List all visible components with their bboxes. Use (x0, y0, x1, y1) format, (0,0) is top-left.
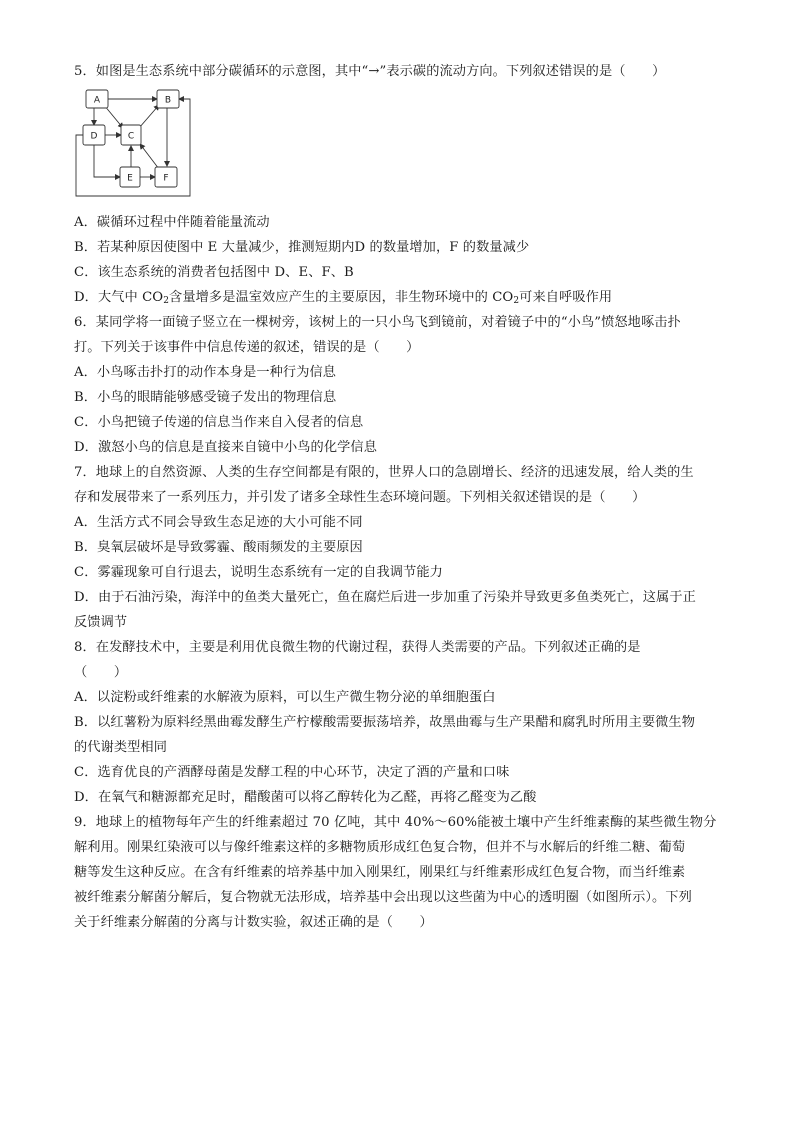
q7-stem-line1: 7．地球上的自然资源、人类的生存空间都是有限的，世界人口的急剧增长、经济的迅速发展，给人类的生 (74, 465, 694, 480)
q7-option-a: A．生活方式不同会导致生态足迹的大小可能不同 (74, 515, 363, 530)
node-b (157, 90, 179, 108)
q6-stem-line1: 6．某同学将一面镜子竖立在一棵树旁，该树上的一只小鸟飞到镜前，对着镜子中的“小鸟”愤怒地啄击扑 (74, 315, 681, 330)
q8-option-b-line1: B．以红薯粉为原料经黑曲霉发酵生产柠檬酸需要振荡培养，故黑曲霉与生产果醋和腐乳时所用主要微生物 (74, 715, 696, 730)
q7-option-d-line2: 反馈调节 (74, 615, 128, 630)
q9-stem-line4: 被纤维素分解菌分解后，复合物就无法形成，培养基中会出现以这些菌为中心的透明圈（如图所示）。下列 (74, 890, 692, 905)
q8-option-d: D．在氧气和糖源都充足时，醋酸菌可以将乙醇转化为乙醛，再将乙醛变为乙酸 (74, 790, 537, 805)
node-e (120, 167, 140, 187)
svg-text:B: B (164, 95, 172, 106)
q8-option-b-line2: 的代谢类型相同 (74, 740, 168, 755)
svg-text:E: E (127, 173, 133, 184)
q5-stem: 5．如图是生态系统中部分碳循环的示意图，其中“→”表示碳的流动方向。下列叙述错误的是（ ） (74, 64, 666, 79)
q9-stem-line3: 糖等发生这种反应。在含有纤维素的培养基中加入刚果红，刚果红与纤维素形成红色复合物，而当纤维素 (74, 865, 686, 880)
node-a (86, 90, 108, 108)
q5-option-a: A．碳循环过程中伴随着能量流动 (74, 215, 270, 230)
q8-stem-line1: 8．在发酵技术中，主要是利用优良微生物的代谢过程，获得人类需要的产品。下列叙述正确的是 (74, 640, 641, 655)
svg-text:C: C (127, 131, 135, 142)
svg-text:A: A (93, 95, 101, 106)
q8-option-c: C．选育优良的产酒酵母菌是发酵工程的中心环节，决定了酒的产量和口味 (74, 765, 510, 780)
node-c (121, 125, 141, 145)
q5-option-d: D．大气中 $CO_2$含量增多是温室效应产生的主要原因，非生物环境中的 $CO_2$可来自呼吸作用 (74, 290, 613, 306)
q6-option-d: D．激怒小鸟的信息是直接来自镜中小鸟的化学信息 (74, 440, 377, 455)
q7-option-d-line1: D．由于石油污染，海洋中的鱼类大量死亡，鱼在腐烂后进一步加重了污染并导致更多鱼类死亡，这属于正 (74, 590, 696, 605)
q6-option-a: A．小鸟啄击扑打的动作本身是一种行为信息 (74, 365, 337, 380)
q7-stem-line2: 存和发展带来了一系列压力，并引发了诸多全球性生态环境问题。下列相关叙述错误的是（ ） (74, 490, 646, 505)
q5-option-c: C．该生态系统的消费者包括图中 D、E、F、B (74, 265, 354, 280)
svg-text:F: F (163, 173, 169, 184)
q5-option-b: B．若某种原因使图中 E 大量减少，推测短期内D 的数量增加，F 的数量减少 (74, 240, 530, 255)
q9-stem-line5: 关于纤维素分解菌的分离与计数实验，叙述正确的是（ ） (74, 915, 433, 930)
q7-option-c: C．雾霾现象可自行退去，说明生态系统有一定的自我调节能力 (74, 565, 443, 580)
q9-stem-line2: 解利用。刚果红染液可以与像纤维素这样的多糖物质形成红色复合物，但并不与水解后的纤维二糖、葡萄 (74, 840, 686, 855)
q6-option-b: B．小鸟的眼睛能够感受镜子发出的物理信息 (74, 390, 337, 405)
node-f (155, 167, 177, 187)
q6-option-c: C．小鸟把镜子传递的信息当作来自入侵者的信息 (74, 415, 364, 430)
q6-stem-line2: 打。下列关于该事件中信息传递的叙述，错误的是（ ） (74, 340, 420, 355)
node-d (83, 125, 105, 145)
carbon-cycle-diagram (72, 88, 202, 200)
q7-option-b: B．臭氧层破坏是导致雾霾、酸雨频发的主要原因 (74, 540, 363, 555)
q8-option-a: A．以淀粉或纤维素的水解液为原料，可以生产微生物分泌的单细胞蛋白 (74, 690, 496, 705)
q8-stem-line2: （ ） (74, 665, 128, 680)
q9-stem-line1: 9．地球上的植物每年产生的纤维素超过 70 亿吨，其中 40%～60%能被土壤中产生纤维素酶的某些微生物分 (74, 815, 717, 830)
svg-text:D: D (90, 131, 98, 142)
